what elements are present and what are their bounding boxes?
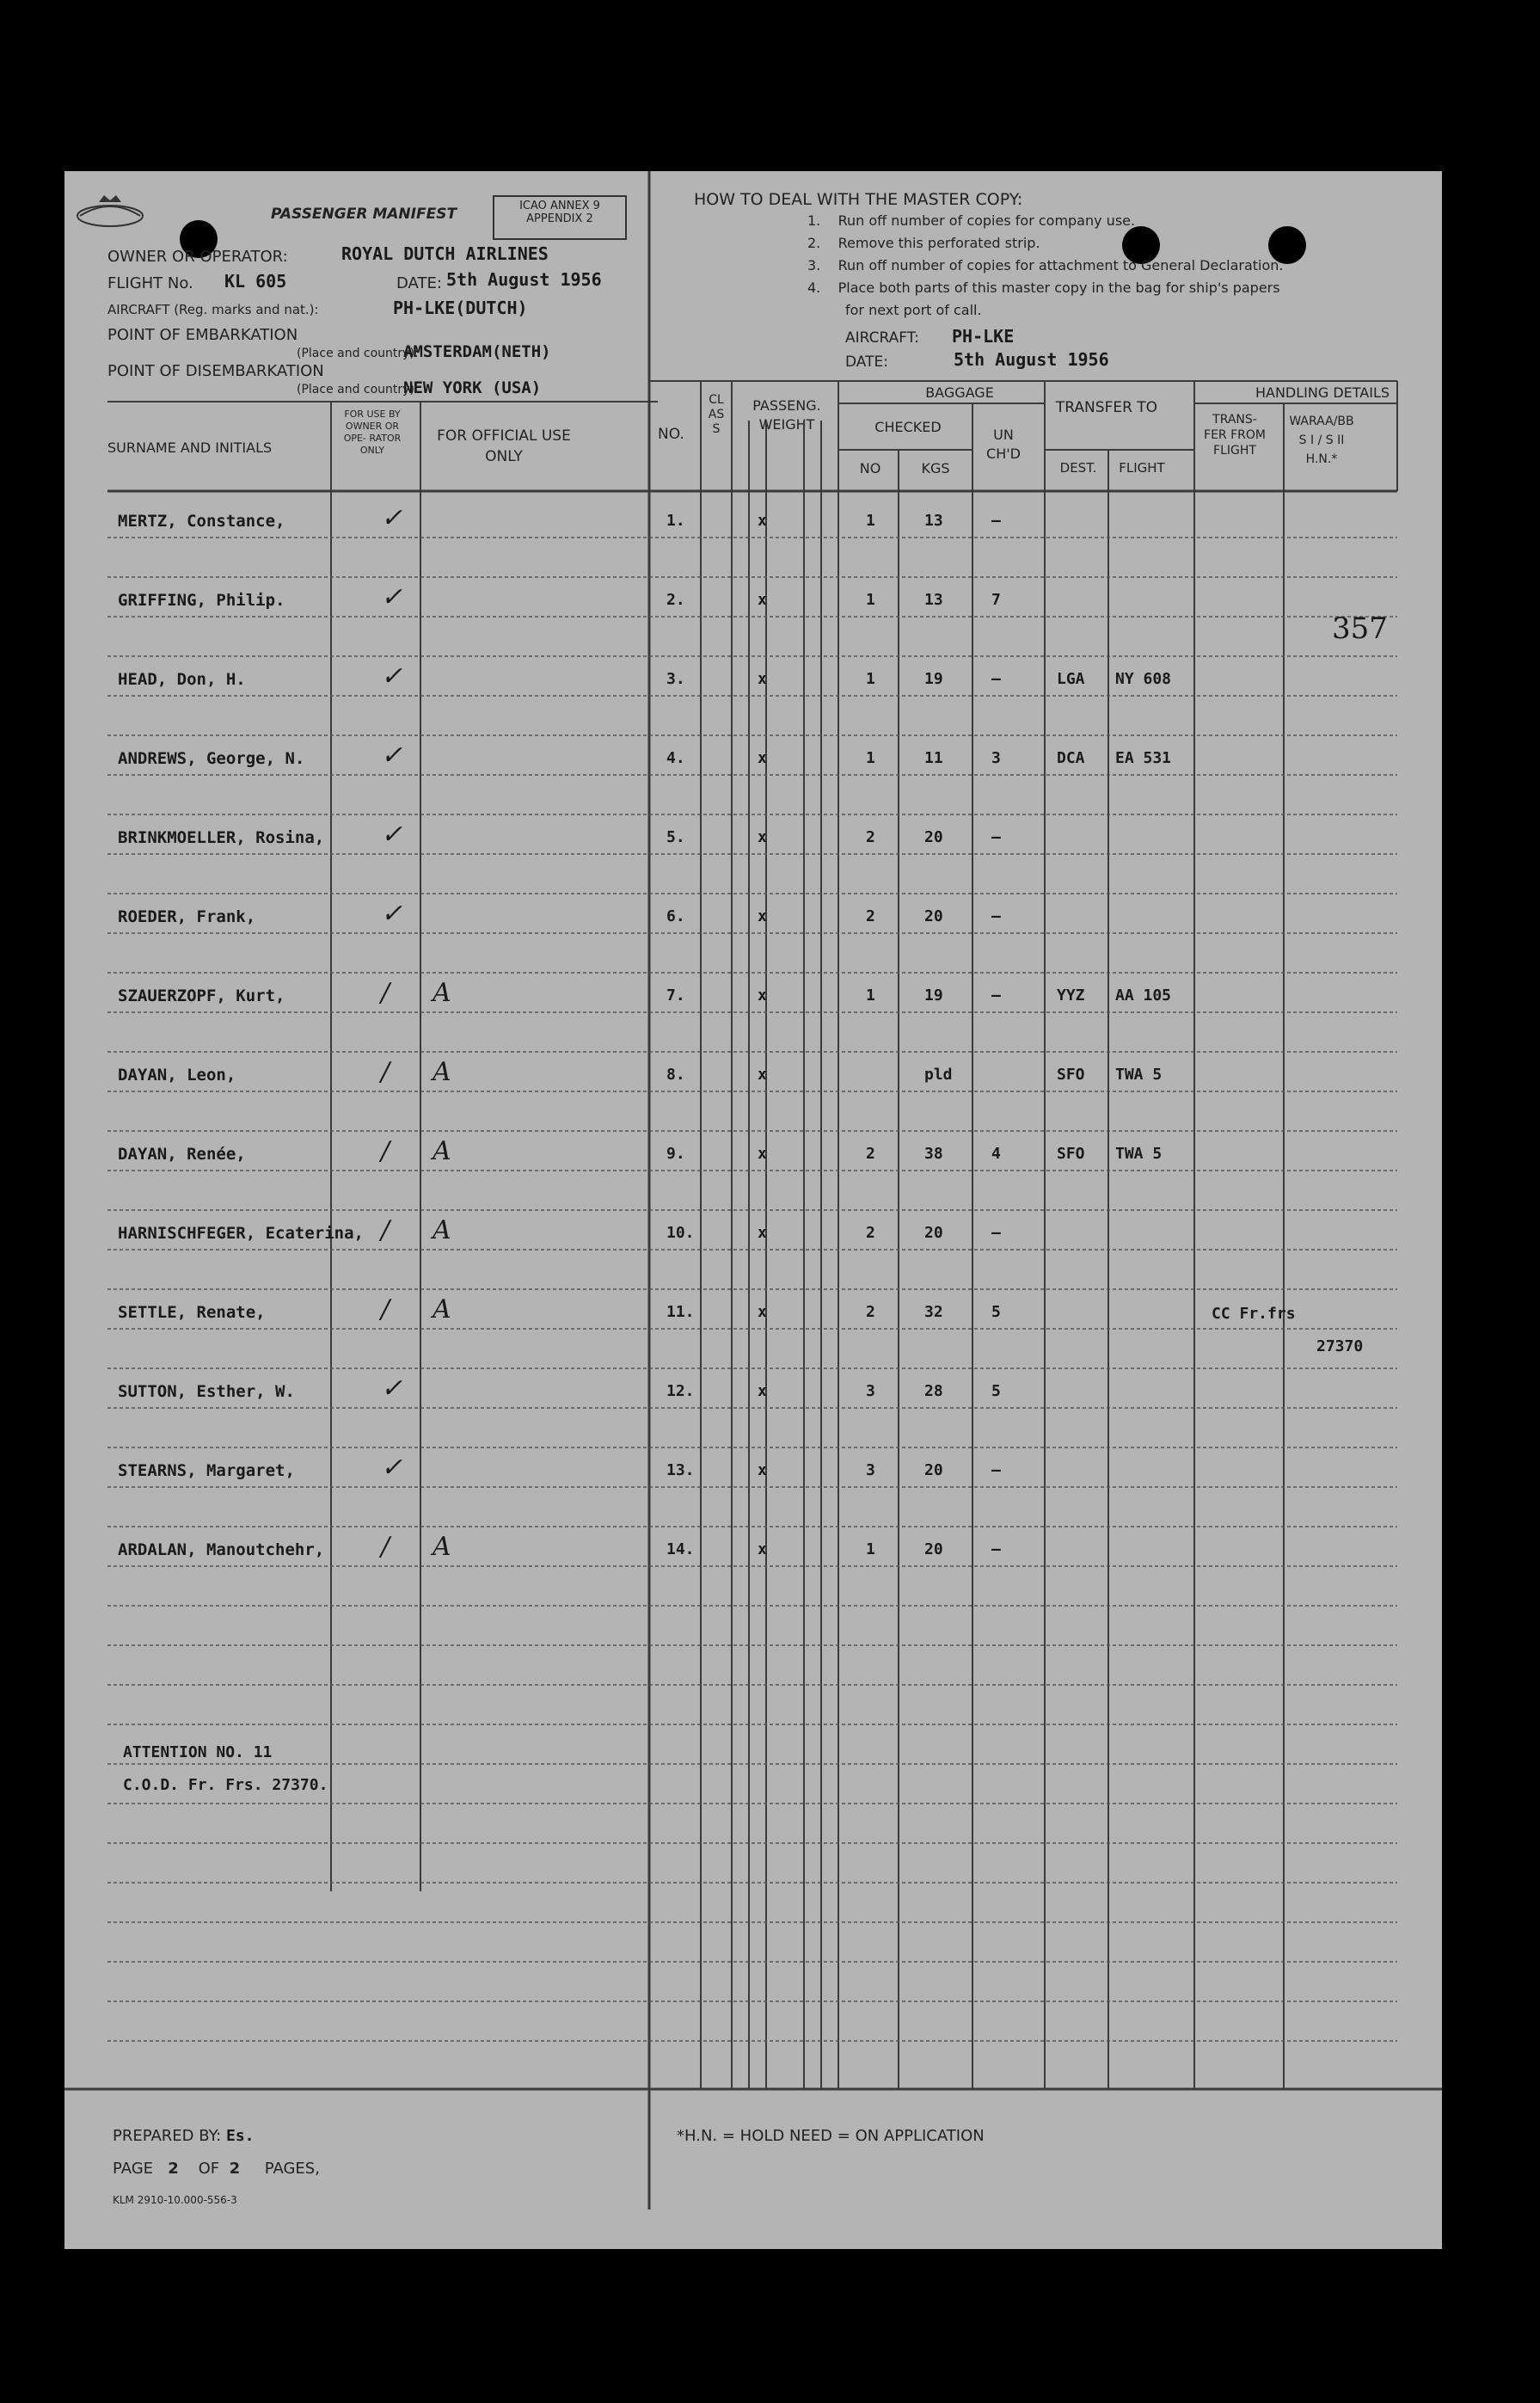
col-no: NO. [658,426,684,443]
official-mark: A [433,1532,451,1562]
owner-check-mark: / [381,1136,390,1166]
passenger-name: HARNISCHFEGER, Ecaterina, [118,1224,364,1243]
col-waraa: WARAA/BB S I / S II H.N.* [1289,415,1354,466]
passenger-name: DAYAN, Leon, [118,1066,236,1085]
bag-count: 3 [866,1382,875,1400]
owner-check-mark: ✓ [381,1453,403,1483]
page-count: PAGE 2 OF 2 PAGES, [113,2160,320,2178]
date-label: DATE: [396,274,442,292]
owner-check-mark: / [381,1057,390,1087]
col-transfer-from: TRANS- FER FROM FLIGHT [1204,413,1266,458]
table-row [64,820,1442,871]
cod-note: C.O.D. Fr. Frs. 27370. [123,1776,328,1794]
transfer-flight: TWA 5 [1115,1145,1163,1163]
disembark-label: POINT OF DISEMBARKATION [107,362,324,380]
passenger-name: SETTLE, Renate, [118,1303,266,1322]
passenger-number: 14. [666,1540,695,1558]
unchecked-bags: 5 [991,1303,1001,1321]
unchecked-bags: 5 [991,1382,1001,1400]
transfer-flight: EA 531 [1115,749,1172,767]
passenger-name: MERTZ, Constance, [118,512,285,531]
passenger-name: ROEDER, Frank, [118,907,256,926]
class-mark: x [758,512,767,530]
instr-date-label: DATE: [845,353,888,371]
official-mark: A [433,1215,451,1245]
annex-line2: APPENDIX 2 [526,212,593,225]
col-dest: DEST. [1059,460,1097,476]
col-class: CLASS [708,393,725,436]
attention-note: ATTENTION NO. 11 [123,1743,273,1761]
col-transfer-to: TRANSFER TO [1055,399,1158,416]
table-row [64,978,1442,1029]
table-row [64,1374,1442,1425]
col-baggage: BAGGAGE [925,384,994,401]
transfer-dest: YYZ [1057,986,1085,1005]
class-mark: x [758,1461,767,1479]
bag-count: 1 [866,591,875,609]
passenger-name: BRINKMOELLER, Rosina, [118,828,325,847]
transfer-dest: LGA [1057,670,1085,688]
col-bag-no: NO [859,460,881,476]
passenger-name: ANDREWS, George, N. [118,749,305,768]
official-mark: A [433,1057,451,1087]
transfer-dest: DCA [1057,749,1085,767]
owner-label: OWNER OR OPERATOR: [107,248,288,266]
owner-check-mark: ✓ [381,503,403,533]
passenger-name: DAYAN, Renée, [118,1145,246,1164]
instr-aircraft-value: PH-LKE [952,326,1015,347]
col-flight: FLIGHT [1119,460,1165,476]
unchecked-bags: – [991,828,1001,846]
col-checked: CHECKED [874,419,942,435]
col-passeng-weight: PASSENG. WEIGHT [752,397,821,433]
unchecked-bags: – [991,907,1001,925]
passenger-name: GRIFFING, Philip. [118,591,285,610]
unchecked-bags: 7 [991,591,1001,609]
bag-count: 2 [866,907,875,925]
bag-kgs: 11 [924,749,943,767]
bag-kgs: 13 [924,512,943,530]
class-mark: x [758,986,767,1005]
class-mark: x [758,1303,767,1321]
bag-kgs: 19 [924,670,943,688]
manifest-sheet [64,171,1442,2249]
owner-check-mark: ✓ [381,1374,403,1404]
grid-lines [64,171,1442,2249]
aircraft-label: AIRCRAFT (Reg. marks and nat.): [107,302,319,317]
bag-kgs: 38 [924,1145,943,1163]
passenger-number: 3. [666,670,685,688]
col-unchd: UN CH'D [986,427,1021,462]
col-owner-use: FOR USE BY OWNER OR OPE- RATOR ONLY [343,409,402,456]
instruction-1: 1. Run off number of copies for company use. [807,212,1136,229]
instruction-4-cont: for next port of call. [845,302,982,318]
passenger-number: 1. [666,512,685,530]
official-mark: A [433,1294,451,1324]
page-stamp-number: 357 [1332,612,1388,646]
owner-check-mark: / [381,1215,390,1245]
passenger-name: STEARNS, Margaret, [118,1461,295,1480]
embark-label: POINT OF EMBARKATION [107,326,298,344]
passenger-number: 6. [666,907,685,925]
official-mark: A [433,978,451,1008]
transfer-flight: NY 608 [1115,670,1172,688]
cod-note-line2: 27370 [1316,1337,1364,1355]
col-surname: SURNAME AND INITIALS [107,439,273,456]
table-row [64,1532,1442,1583]
aircraft-value: PH-LKE(DUTCH) [393,298,528,318]
hn-note: *H.N. = HOLD NEED = ON APPLICATION [677,2127,985,2145]
table-row [64,661,1442,713]
owner-value: ROYAL DUTCH AIRLINES [341,243,549,264]
bag-count: 1 [866,512,875,530]
passenger-number: 12. [666,1382,695,1400]
instructions-heading: HOW TO DEAL WITH THE MASTER COPY: [694,190,1023,209]
table-row [64,1215,1442,1267]
class-mark: x [758,907,767,925]
bag-kgs: pld [924,1066,953,1084]
table-row [64,741,1442,792]
owner-check-mark: / [381,978,390,1008]
passenger-name: HEAD, Don, H. [118,670,246,689]
bag-kgs: 20 [924,828,943,846]
bag-count: 2 [866,1303,875,1321]
flight-label: FLIGHT No. [107,274,193,292]
passenger-name: SUTTON, Esther, W. [118,1382,295,1401]
passenger-number: 7. [666,986,685,1005]
owner-check-mark: / [381,1294,390,1324]
table-row [64,503,1442,555]
bag-count: 2 [866,1145,875,1163]
prepared-value: Es. [225,2127,255,2145]
bag-count: 1 [866,986,875,1005]
col-kgs: KGS [921,460,950,476]
bag-kgs: 20 [924,907,943,925]
bag-kgs: 19 [924,986,943,1005]
prepared-label: PREPARED BY: Es. [113,2127,255,2145]
bag-count: 2 [866,1224,875,1242]
owner-check-mark: / [381,1532,390,1562]
form-title: PASSENGER MANIFEST [271,206,457,223]
bag-count: 3 [866,1461,875,1479]
bag-kgs: 20 [924,1540,943,1558]
col-handling: HANDLING DETAILS [1255,384,1390,401]
class-mark: x [758,1145,767,1163]
disembark-sub: (Place and country): [297,383,419,396]
unchecked-bags: – [991,1461,1001,1479]
owner-check-mark: ✓ [381,582,403,612]
table-row [64,1057,1442,1109]
instruction-2: 2. Remove this perforated strip. [807,235,1040,251]
official-mark: A [433,1136,451,1166]
passenger-number: 13. [666,1461,695,1479]
passenger-number: 10. [666,1224,695,1242]
unchecked-bags: 4 [991,1145,1001,1163]
passenger-number: 2. [666,591,685,609]
instruction-3: 3. Run off number of copies for attachment to General Declaration. [807,257,1284,273]
passenger-number: 11. [666,1303,695,1321]
instruction-4: 4. Place both parts of this master copy in the bag for ship's papers [807,280,1280,296]
cod-note-line1: CC Fr.frs [1212,1305,1296,1323]
table-row [64,1136,1442,1188]
owner-check-mark: ✓ [381,820,403,850]
bag-kgs: 13 [924,591,943,609]
passenger-number: 4. [666,749,685,767]
transfer-flight: TWA 5 [1115,1066,1163,1084]
unchecked-bags: – [991,670,1001,688]
passenger-number: 9. [666,1145,685,1163]
instr-aircraft-label: AIRCRAFT: [845,329,919,347]
owner-check-mark: ✓ [381,899,403,929]
unchecked-bags: – [991,1224,1001,1242]
class-mark: x [758,749,767,767]
passenger-number: 8. [666,1066,685,1084]
class-mark: x [758,828,767,846]
annex-line1: ICAO ANNEX 9 [519,200,600,212]
table-row [64,582,1442,634]
bag-count: 1 [866,670,875,688]
class-mark: x [758,1224,767,1242]
bag-count: 1 [866,1540,875,1558]
bag-kgs: 28 [924,1382,943,1400]
form-code: KLM 2910-10.000-556-3 [113,2194,237,2206]
table-row [64,899,1442,950]
unchecked-bags: – [991,512,1001,530]
transfer-dest: SFO [1057,1145,1085,1163]
embark-value: AMSTERDAM(NETH) [403,342,551,361]
instr-date-value: 5th August 1956 [954,349,1109,370]
class-mark: x [758,670,767,688]
bag-kgs: 20 [924,1461,943,1479]
transfer-dest: SFO [1057,1066,1085,1084]
table-row [64,1453,1442,1504]
passenger-name: ARDALAN, Manoutchehr, [118,1540,325,1559]
unchecked-bags: – [991,986,1001,1005]
class-mark: x [758,591,767,609]
unchecked-bags: – [991,1540,1001,1558]
passenger-name: SZAUERZOPF, Kurt, [118,986,285,1005]
flight-value: KL 605 [224,271,287,292]
class-mark: x [758,1540,767,1558]
disembark-value: NEW YORK (USA) [403,378,542,397]
bag-count: 2 [866,828,875,846]
class-mark: x [758,1066,767,1084]
passenger-number: 5. [666,828,685,846]
class-mark: x [758,1382,767,1400]
col-official-use: FOR OFFICIAL USE ONLY [437,427,571,465]
bag-count: 1 [866,749,875,767]
transfer-flight: AA 105 [1115,986,1172,1005]
owner-check-mark: ✓ [381,741,403,771]
owner-check-mark: ✓ [381,661,403,691]
date-value: 5th August 1956 [446,269,602,290]
bag-kgs: 32 [924,1303,943,1321]
bag-kgs: 20 [924,1224,943,1242]
embark-sub: (Place and country): [297,347,419,360]
unchecked-bags: 3 [991,749,1001,767]
